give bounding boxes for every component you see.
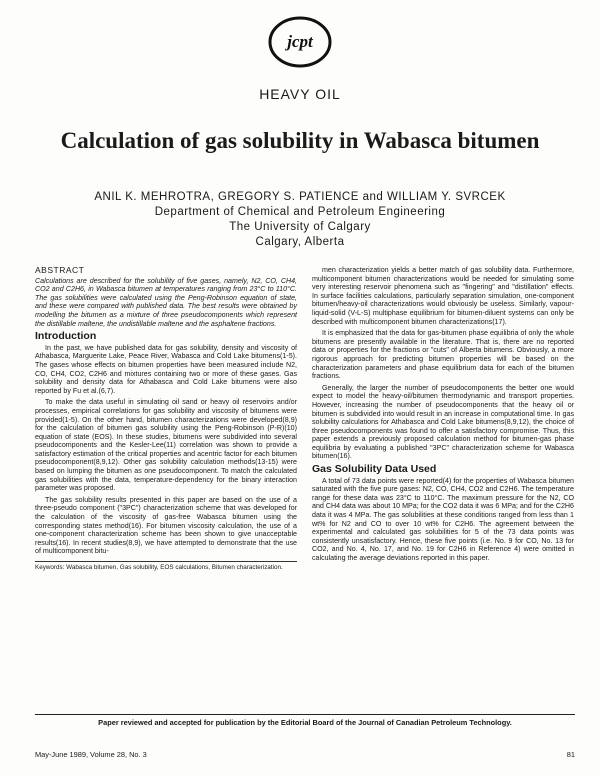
body-paragraph: It is emphasized that the data for gas-bitumen phase equilibria of only the whole bitumens are presently available in the literature. That is, there are no reported data or properties for the fractions or "cuts" of Alberta bitumens. Obviously, a more rigorous approach for predicting bitumen properties will be based on the characterization parameters and phase equilibrium data for each of the bitumen fractions.	[312, 329, 574, 381]
body-paragraph: Generally, the larger the number of pseudocomponents the better one would expect to model the heavy-oil/bitumen thermodynamic and transport properties. However, increasing the number of pseudocomponents that the heavy oil or bitumen is subdivided into would result in an increase in computational time. In gas solubility calculations for Athabasca and Cold Lake bitumens(8,9,12), the choice of three pseudocomponents was found to offer a satisfactory compromise. Thus, this paper extends a previously proposed calculation method for bitumen-gas phase equilibria by evaluating a published "3PC" characterization scheme for Wabasca bitumen(16).	[312, 383, 574, 461]
section-title: HEAVY OIL	[259, 86, 341, 102]
university: The University of Calgary	[229, 221, 371, 233]
city: Calgary, Alberta	[255, 236, 345, 248]
author-block	[0, 190, 600, 250]
right-column	[312, 266, 574, 566]
gas-section-paragraph: A total of 73 data points were reported(4) for the properties of Wabasca bitumen saturated with the five pure gases: N2, CO, CH4, CO2 and C2H6. The temperature range for these data was 23°C to 110°C. The maximum pressure for the N2, CO and CH4 data was about 10 MPa; for the CO2 data it was 6 MPa; and for the C2H6 data it was 4 MPa. The gas solubilities at these conditions ranged from less than 1 wt% for N2 and CO to over 10 wt% for C2H6. The agreement between the experimental and calculated gas solubilities for 5 of the 73 data points was consistently unsatisfactory. Hence, these five points (i.e. No. 9 for CO, No. 13 for CO2, and No. 4, No. 17, and No. 19 for C2H6 in Reference 4) were omitted in calculating the average deviations reported in this paper.	[312, 476, 574, 562]
logo-text: jcpt	[287, 32, 313, 51]
keywords: Keywords: Wabasca bitumen, Gas solubility, EOS calculations, Bitumen characterization.	[35, 561, 297, 572]
review-notice: Paper reviewed and accepted for publication by the Editorial Board of the Journal of Canadian Petroleum Technology.	[35, 714, 575, 727]
abstract-heading: ABSTRACT	[35, 265, 85, 275]
author-names: ANIL K. MEHROTRA, GREGORY S. PATIENCE and WILLIAM Y. SVRCEK	[94, 191, 506, 203]
intro-paragraph: To make the data useful in simulating oil sand or heavy oil reservoirs and/or processes, empirical correlations for gas solubility and viscosity of bitumens were provided(1-5). On the other hand, bitumen characterizations were developed(8,9) for the calculation of bitumen gas solubility using the Peng-Robinson (P-R)(10) equation of state (EOS). In these studies, bitumens were subdivided into several pseudocomponents and the Kesler-Lee(11) correlation was shown to provide a satisfactory estimation of the critical properties and acentric factor for each bitumen pseudocomponent(8,9,12). Other gas solubility calculation methods(13-15) were based on lumping the bitumen as one pseudocomponent. To match the calculated gas solubilities with the data, temperature-dependency for the binary interaction parameter was proposed.	[35, 398, 297, 493]
page-number: 81	[566, 750, 575, 759]
intro-paragraph: The gas solubility results presented in this paper are based on the use of a three-pseudo component ("3PC") characterization scheme that was developed for the calculation of the viscosity of gas-free Wabasca bitumen using the corresponding states method(16). For bitumen viscosity calculation, the use of a one-component characterization scheme has been shown to give unacceptable results(16). In recent studies(8,9), we have attempted to demonstrate that the use of multicomponent bitu-	[35, 495, 297, 556]
intro-paragraph: In the past, we have published data for gas solubility, density and viscosity of Athabasca, Marguerite Lake, Peace River, Wabasca and Cold Lake bitumens(1-5). The gases whose effects on bitumen properties have been measured include N2, CO, CH4, CO2, C2H6 and mixtures containing two or more of these gases. Gas solubility and density data for Athabasca and Cold Lake bitumens were also reported by Fu et al.(6,7).	[35, 343, 297, 395]
intro-heading: Introduction	[35, 330, 97, 343]
body-paragraph: men characterization yields a better match of gas solubility data. Furthermore, multicomponent bitumen characterizations would be needed for simulating some very interesting reservoir phenomena such as "fingering" and "distillation" effects. In surface facilities calculations, particularly separation simulation, one-component bitumen/heavy-oil characterizations would obviously be useless. Similarly, vapour-liquid-solid (V-L-S) multiphase equilibrium for bitumen-diluent systems can only be described with multicomponent bitumen characterizations(17).	[312, 266, 574, 326]
department: Department of Chemical and Petroleum Engineering	[154, 206, 446, 218]
abstract-text: Calculations are described for the solubility of five gases, namely, N2, CO, CH4, CO2 and C2H6, in Wabasca bitumen at temperatures ranging from 23°C to 110°C. The gas solubilities were calculated using the Peng-Robinson equation of state, and these were compared with published data. The best results were obtained by modelling the bitumen as a mixture of three pseudocomponents which represent the distillable maltene, the undistillable maltene and the asphaltene fractions.	[35, 276, 297, 328]
journal-logo	[262, 14, 338, 70]
paper-title: Calculation of gas solubility in Wabasca bitumen	[60, 128, 540, 153]
page-footer	[35, 750, 575, 759]
left-column	[35, 266, 297, 572]
issue-info: May-June 1989, Volume 28, No. 3	[35, 750, 147, 759]
gas-section-heading: Gas Solubility Data Used	[312, 463, 437, 476]
